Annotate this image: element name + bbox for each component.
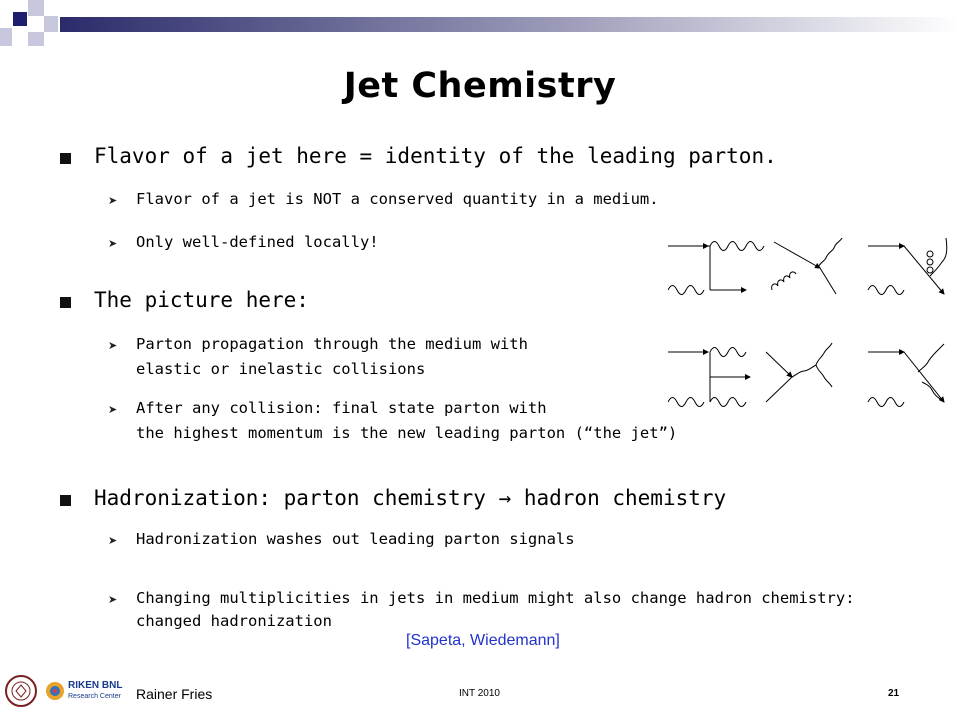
sub-bullet-text: Only well-defined locally!	[136, 233, 379, 251]
arrow-right-icon: ➤	[108, 593, 118, 606]
university-seal-icon	[4, 674, 38, 708]
header-square-light	[28, 0, 44, 16]
footer-event: INT 2010	[459, 688, 500, 699]
sub-bullet-text: elastic or inelastic collisions	[136, 360, 426, 378]
header-decoration	[0, 0, 960, 48]
footer-author: Rainer Fries	[136, 686, 213, 702]
header-square-light	[28, 32, 44, 46]
sub-bullet-text: the highest momentum is the new leading parton (“the jet”)	[136, 424, 678, 442]
citation: [Sapeta, Wiedemann]	[406, 632, 560, 649]
header-square-light	[44, 16, 58, 32]
bullet-text: Flavor of a jet here = identity of the leading parton.	[94, 144, 777, 168]
logo-line-1: RIKEN BNL	[68, 680, 123, 691]
slide-title: Jet Chemistry	[343, 66, 617, 106]
sub-bullet-text: changed hadronization	[136, 612, 332, 630]
arrow-right-icon: ➤	[108, 403, 118, 416]
bullet-square-icon	[60, 495, 71, 506]
sub-bullet-text: Changing multiplicities in jets in medium might also change hadron chemistry:	[136, 589, 855, 607]
riken-logo-icon	[44, 679, 124, 703]
arrow-right-icon: ➤	[108, 534, 118, 547]
sub-bullet-text: Hadronization washes out leading parton signals	[136, 530, 575, 548]
logo-line-2: Research Center	[68, 693, 121, 700]
arrow-right-icon: ➤	[108, 339, 118, 352]
bullet-text: The picture here:	[94, 288, 309, 312]
sub-bullet-text: Parton propagation through the medium with	[136, 335, 528, 353]
bullet-square-icon	[60, 153, 71, 164]
sub-bullet-text: Flavor of a jet is NOT a conserved quantity in a medium.	[136, 190, 659, 208]
header-square-light	[0, 28, 12, 46]
bullet-square-icon	[60, 297, 71, 308]
sub-bullet-text: After any collision: final state parton with	[136, 399, 547, 417]
page-number: 21	[888, 688, 900, 699]
header-square-dark	[13, 12, 27, 26]
arrow-right-icon: ➤	[108, 194, 118, 207]
riken-emblem-icon	[44, 680, 66, 702]
bullet-text: Hadronization: parton chemistry → hadron chemistry	[94, 486, 727, 510]
arrow-right-icon: ➤	[108, 237, 118, 250]
feynman-diagram-icon	[668, 232, 950, 428]
header-gradient-bar	[0, 0, 960, 48]
